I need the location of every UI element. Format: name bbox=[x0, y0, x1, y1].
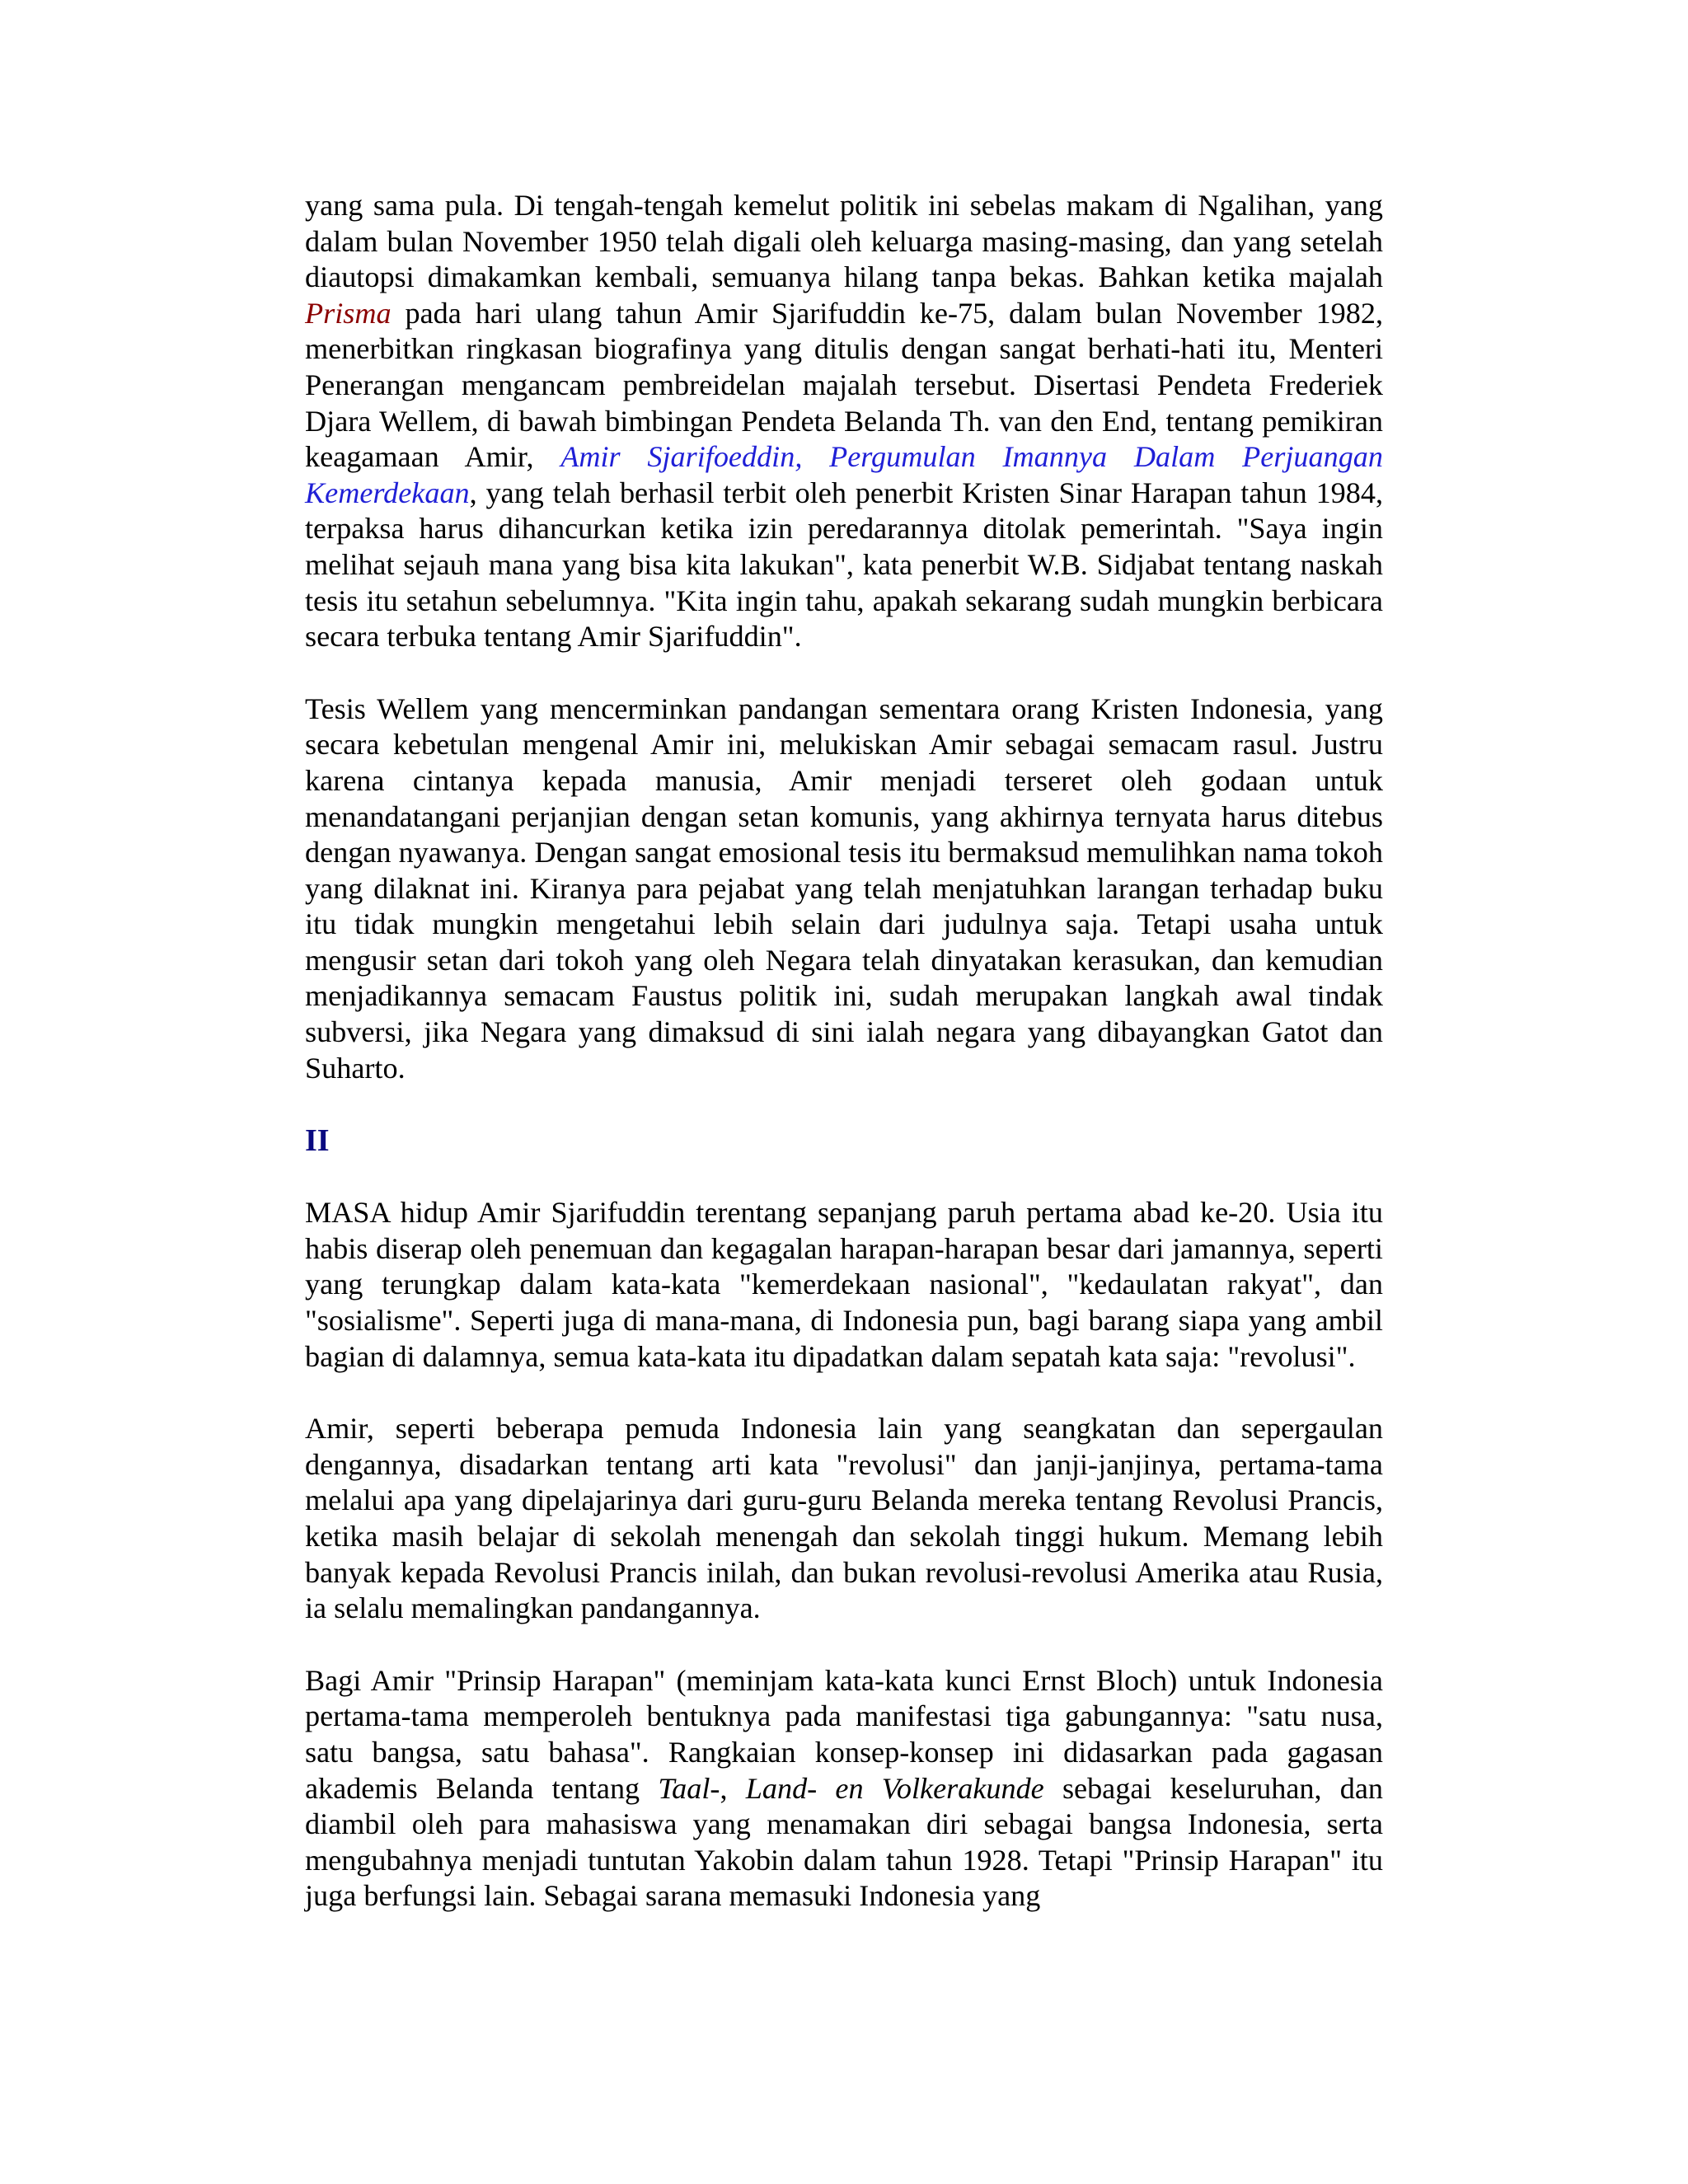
section-heading-ii: II bbox=[305, 1123, 330, 1159]
paragraph-text: , bbox=[720, 1771, 746, 1805]
paragraph-gap bbox=[305, 1159, 1383, 1195]
paragraph-french-revolution: Amir, seperti beberapa pemuda Indonesia lain yang seangkatan dan sepergaulan dengannya, disadarkan tentang arti kata "revolusi" dan janji-janjinya, pertama-tama melalui apa yang dipelajarinya dari guru-guru Belanda mereka tentang Revolusi Prancis, ketika masih belajar di sekolah menengah dan sekolah tinggi hukum. Memang lebih banyak kepada Revolusi Prancis inilah, dan bukan revolusi-revolusi Amerika atau Rusia, ia selalu memalingkan pandangannya. bbox=[305, 1412, 1383, 1625]
magazine-title-prisma: Prisma bbox=[305, 296, 392, 330]
paragraph-principle-of-hope bbox=[305, 1663, 1383, 1915]
paragraph-text: pada hari ulang tahun Amir Sjarifuddin ke-75, dalam bulan November 1982, menerbitkan ringkasan biografinya yang ditulis dengan sangat berhati-hati itu, Menteri Penerangan mengancam pembreidelan majalah tersebut. Disertasi Pendeta Frederiek Djara Wellem, di bawah bimbingan Pendeta Belanda Th. van den End, tentang pemikiran keagamaan Amir, bbox=[305, 296, 1383, 474]
paragraph-text: Bagi Amir "Prinsip Harapan" (meminjam kata-kata kunci Ernst Bloch) untuk Indonesia pertama-tama memperoleh bentuknya pada manifestasi tiga gabungannya: "satu nusa, satu bangsa, satu bahasa". Rangkaian konsep-konsep ini didasarkan pada gagasan akademis Belanda tentang bbox=[305, 1663, 1383, 1805]
paragraph-gap bbox=[305, 655, 1383, 691]
paragraph-gap bbox=[305, 1375, 1383, 1411]
paragraph-wellem-thesis: Tesis Wellem yang mencerminkan pandangan sementara orang Kristen Indonesia, yang secara kebetulan mengenal Amir ini, melukiskan Amir sebagai semacam rasul. Justru karena cintanya kepada manusia, Amir menjadi terseret oleh godaan untuk menandatangani perjanjian dengan setan komunis, yang akhirnya ternyata harus ditebus dengan nyawanya. Dengan sangat emosional tesis itu bermaksud memulihkan nama tokoh yang dilaknat ini. Kiranya para pejabat yang telah menjatuhkan larangan terhadap buku itu tidak mungkin mengetahui lebih selain dari judulnya saja. Tetapi usaha untuk mengusir setan dari tokoh yang oleh Negara telah dinyatakan kerasukan, dan kemudian menjadikannya semacam Faustus politik ini, sudah merupakan langkah awal tindak subversi, jika Negara yang dimaksud di sini ialah negara yang dibayangkan Gatot dan Suharto. bbox=[305, 691, 1383, 1085]
italic-term-taal: Taal- bbox=[658, 1771, 720, 1805]
paragraph-text: sebagai keseluruhan, dan diambil oleh para mahasiswa yang menamakan diri sebagai bangsa Indonesia, serta mengubahnya menjadi tuntutan Yakobin dalam tahun 1928. Tetapi "Prinsip Harapan" itu juga berfungsi lain. Sebagai sarana memasuki Indonesia yang bbox=[305, 1771, 1384, 1913]
paragraph-text: yang sama pula. Di tengah-tengah kemelut politik ini sebelas makam di Ngalihan, yang dalam bulan November 1950 telah digali oleh keluarga masing-masing, dan yang setelah diautopsi dimakamkan kembali, semuanya hilang tanpa bekas. Bahkan ketika majalah bbox=[305, 189, 1383, 294]
paragraph-text: , yang telah berhasil terbit oleh penerbit Kristen Sinar Harapan tahun 1984, terpaksa harus dihancurkan ketika izin peredarannya ditolak pemerintah. "Saya ingin melihat sejauh mana yang bisa kita lakukan", kata penerbit W.B. Sidjabat tentang naskah tesis itu setahun sebelumnya. "Kita ingin tahu, apakah sekarang sudah mungkin berbicara secara terbuka tentang Amir Sjarifuddin". bbox=[305, 476, 1383, 654]
paragraph-banned-books bbox=[305, 188, 1383, 655]
paragraph-gap bbox=[305, 1627, 1383, 1663]
document-page bbox=[305, 188, 1383, 1915]
italic-term-land-volkerakunde: Land- en Volkerakunde bbox=[745, 1771, 1044, 1805]
book-title-link[interactable]: Amir Sjarifoeddin, Pergumulan Imannya Dalam Perjuangan Kemerdekaan bbox=[305, 440, 1383, 509]
paragraph-revolution-era: MASA hidup Amir Sjarifuddin terentang sepanjang paruh pertama abad ke-20. Usia itu habis diserap oleh penemuan dan kegagalan harapan-harapan besar dari jamannya, seperti yang terungkap dalam kata-kata "kemerdekaan nasional", "kedaulatan rakyat", dan "sosialisme". Seperti juga di mana-mana, di Indonesia pun, bagi barang siapa yang ambil bagian di dalamnya, semua kata-kata itu dipadatkan dalam sepatah kata saja: "revolusi". bbox=[305, 1196, 1383, 1373]
paragraph-gap bbox=[305, 1086, 1383, 1122]
